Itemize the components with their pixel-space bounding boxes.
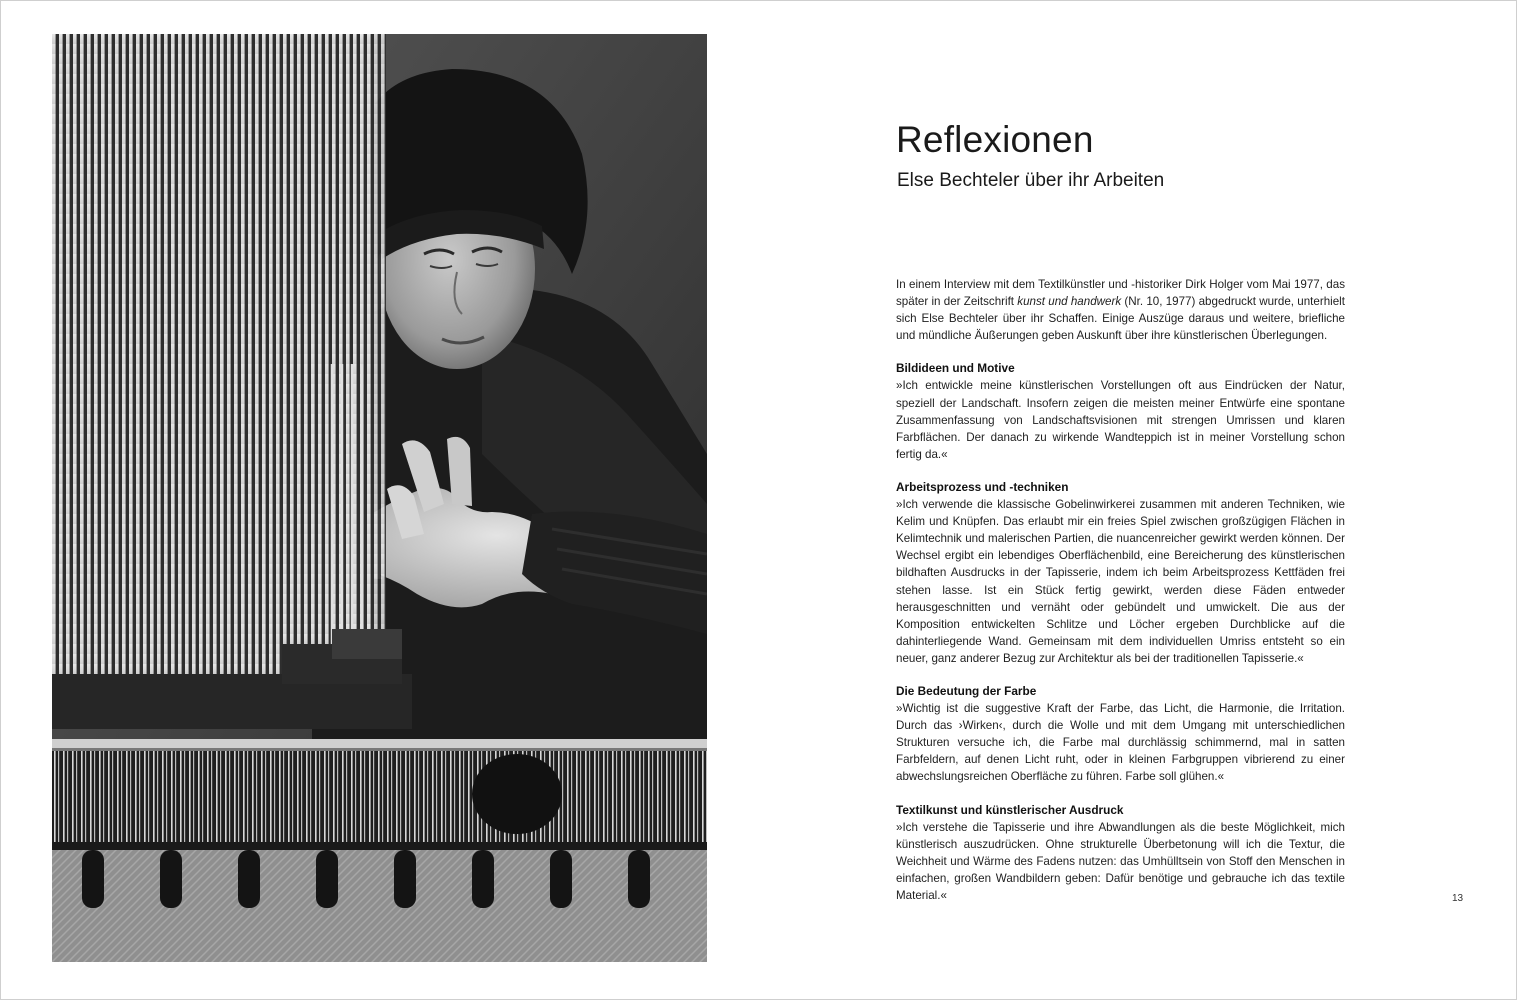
- section-heading: Die Bedeutung der Farbe: [896, 683, 1037, 698]
- section-text: »Ich entwickle meine künstlerischen Vorstellungen oft aus Eindrücken der Natur, speziell der Landschaft. Insofern zeigen die meisten meiner Entwürfe eine spontane Zusammenfassung von Landschaftsvisionen mit strengen Umrissen und klaren Farbflächen. Der danach zu wirkende Wandteppich ist in meiner Vorstellung schon fertig da.«: [896, 379, 1345, 461]
- section-text: »Ich verstehe die Tapisserie und ihre Abwandlungen als die beste Möglichkeit, mich künstlerisch auszudrücken. Ohne strukturelle Überbetonung will ich die Textur, die Weichheit und Wärme des Fadens nutzen: das Umhülltsein von Stoff den Menschen in einfachen, großen Wandbildern geben: Dafür benötige und gebrauche ich das textile Material.«: [896, 820, 1345, 902]
- intro-text-part1: In einem Interview mit dem Textilkünstler und -historiker Dirk Holger vom Mai 1977, das später in der Zeitschrift: [896, 278, 1345, 309]
- article-body: [896, 276, 1345, 904]
- section-heading: Bildideen und Motive: [896, 361, 1015, 376]
- section-heading: Textilkunst und künstlerischer Ausdruck: [896, 802, 1124, 817]
- page-subtitle: Else Bechteler über ihr Arbeiten: [897, 170, 1165, 191]
- section-textilkunst: [896, 802, 1345, 905]
- woman-weaving-at-loom-photo: [52, 34, 707, 962]
- section-arbeitsprozess: [896, 479, 1345, 667]
- intro-paragraph: [896, 276, 1345, 344]
- page-title: Reflexionen: [896, 119, 1094, 160]
- section-text: »Ich verwende die klassische Gobelinwirkerei zusammen mit anderen Techniken, wie Kelim und Knüpfen. Das erlaubt mir ein freies Spiel zwischen großzügigen Flächen in Kelimtechnik und malerischen Partien, die nuancenreicher gewirkt werden können. Der Wechsel ergibt ein lebendiges Oberflächenbild, eine Bereicherung des künstlerischen bildhaften Ausdrucks in der Tapisserie, indem ich beim Arbeitsprozess Kettfäden frei stehen lasse. Ist ein Stück fertig gewirkt, werden diese Fäden entweder herausgeschnitten und vernäht oder gebündelt und umwickelt. Die aus der Komposition entwickelten Schlitze und Löcher ergeben Durchblicke auf die dahinterliegende Wand. Gemeinsam mit dem individuellen Umriss entsteht so ein neuer, ganz anderer Bezug zur Architektur als bei der traditionellen Tapisserie.«: [896, 498, 1345, 665]
- section-bildideen: [896, 360, 1345, 463]
- section-heading: Arbeitsprozess und -techniken: [896, 479, 1069, 494]
- intro-text-part2: (Nr. 10, 1977) abgedruckt wurde, unterhielt sich Else Bechteler über ihr Schaffen. Einige Auszüge daraus und weitere, briefliche und mündliche Äußerungen geben Auskunft über ihre künstlerischen Überlegungen.: [896, 295, 1345, 343]
- magazine-title: kunst und handwerk: [1017, 295, 1122, 309]
- section-text: »Wichtig ist die suggestive Kraft der Farbe, das Licht, die Harmonie, die Irritation. Durch das ›Wirken‹, durch die Wolle und mit dem Umgang mit unterschiedlichen Strukturen versuche ich, die Farbe mal durchlässig schimmernd, mal in satten Farbfeldern, auf denen Licht ruht, oder in kleinen Farbgruppen vibrierend zu einer abwechslungsreichen Oberfläche zu führen. Farbe soll glühen.«: [896, 702, 1345, 784]
- page-number: 13: [1452, 893, 1464, 904]
- section-farbe: [896, 683, 1345, 786]
